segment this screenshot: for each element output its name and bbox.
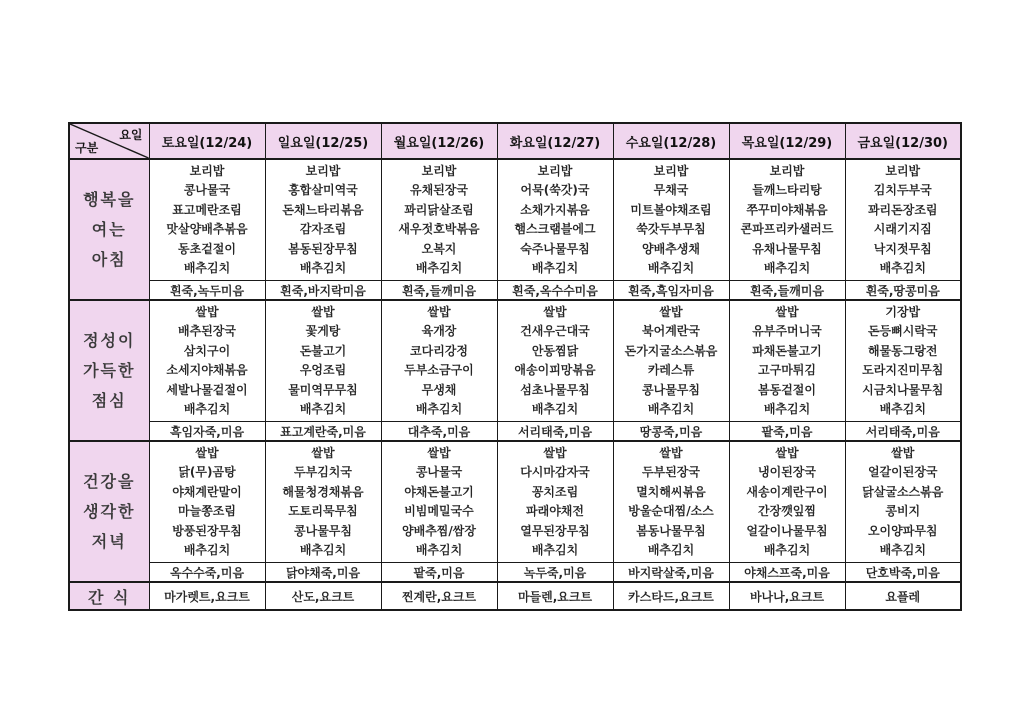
weekly-menu-table bbox=[68, 122, 962, 611]
menu-item: 무채국 bbox=[653, 183, 689, 197]
meal-section-row-dinner bbox=[69, 441, 961, 563]
menu-item: 두부김치국 bbox=[294, 465, 352, 479]
menu-item: 해물청경채볶음 bbox=[282, 484, 364, 499]
porridge-cell: 단호박죽,미음 bbox=[845, 563, 961, 583]
category-line: 생각한 bbox=[83, 501, 136, 521]
menu-item: 다시마감자국 bbox=[520, 465, 590, 479]
category-line: 아침 bbox=[91, 249, 127, 269]
menu-item: 돈등뼈시락국 bbox=[867, 324, 938, 338]
menu-item: 열무된장무침 bbox=[520, 523, 590, 538]
porridge-row-breakfast bbox=[69, 281, 961, 301]
menu-item: 감자조림 bbox=[299, 222, 347, 236]
menu-item: 배추김치 bbox=[647, 402, 695, 416]
day-header: 월요일(12/26) bbox=[381, 123, 497, 159]
menu-item: 배추김치 bbox=[183, 543, 231, 557]
menu-item: 보리밥 bbox=[885, 163, 921, 178]
menu-cell bbox=[613, 300, 729, 422]
menu-item: 배추김치 bbox=[299, 543, 347, 557]
menu-cell bbox=[149, 300, 265, 422]
menu-item: 쌀밥 bbox=[659, 445, 683, 460]
porridge-cell: 흰죽,녹두미음 bbox=[149, 281, 265, 301]
menu-item: 카레스튜 bbox=[647, 363, 695, 377]
porridge-cell: 대추죽,미음 bbox=[381, 422, 497, 442]
day-header-row bbox=[69, 123, 961, 159]
menu-item: 고구마튀김 bbox=[758, 363, 816, 377]
menu-cell bbox=[381, 300, 497, 422]
corner-day-label: 요일 bbox=[119, 128, 143, 142]
category-line: 정성이 bbox=[83, 330, 136, 350]
menu-item: 돈불고기 bbox=[299, 343, 347, 358]
menu-item: 콩비지 bbox=[885, 504, 921, 518]
snack-cell: 바나나,요크트 bbox=[729, 582, 845, 610]
menu-item: 보리밥 bbox=[305, 163, 341, 178]
day-header: 일요일(12/25) bbox=[265, 123, 381, 159]
menu-item: 파래야채전 bbox=[526, 504, 584, 518]
menu-item: 돈가지굴소스볶음 bbox=[624, 343, 718, 358]
menu-item: 얼갈이나물무침 bbox=[746, 523, 828, 538]
menu-cell bbox=[729, 441, 845, 563]
menu-item: 해물동그랑전 bbox=[867, 343, 938, 358]
menu-item: 비빔메밀국수 bbox=[404, 504, 474, 518]
menu-item: 두부된장국 bbox=[642, 465, 700, 479]
snack-row bbox=[69, 582, 961, 610]
menu-item: 유채된장국 bbox=[410, 183, 468, 197]
corner-cell bbox=[69, 123, 149, 159]
snack-cell: 찐계란,요크트 bbox=[381, 582, 497, 610]
menu-item: 보리밥 bbox=[189, 163, 225, 178]
menu-item: 김치두부국 bbox=[873, 183, 932, 197]
menu-cell bbox=[845, 441, 961, 563]
menu-item: 배추김치 bbox=[879, 261, 926, 275]
menu-item: 배추김치 bbox=[531, 261, 579, 275]
menu-item: 표고메란조림 bbox=[172, 202, 242, 217]
porridge-cell: 닭야채죽,미음 bbox=[265, 563, 381, 583]
menu-item: 동초겉절이 bbox=[178, 241, 236, 256]
meal-section-row-breakfast bbox=[69, 159, 961, 281]
menu-item: 콩나물국 bbox=[415, 465, 463, 479]
menu-item: 보리밥 bbox=[769, 163, 805, 178]
porridge-cell: 서리태죽,미음 bbox=[845, 422, 961, 442]
menu-item: 쌀밥 bbox=[543, 445, 567, 460]
menu-item: 햄스크램블에그 bbox=[514, 222, 596, 236]
menu-item: 배추김치 bbox=[183, 402, 231, 416]
porridge-cell: 흰죽,들깨미음 bbox=[381, 281, 497, 301]
menu-item: 콩나물무침 bbox=[294, 523, 352, 538]
category-line: 행복을 bbox=[83, 189, 136, 209]
day-header: 목요일(12/29) bbox=[729, 123, 845, 159]
porridge-row-lunch bbox=[69, 422, 961, 442]
category-line: 가득한 bbox=[83, 360, 136, 380]
menu-item: 배추김치 bbox=[299, 261, 347, 275]
menu-item: 어묵(쑥갓)국 bbox=[520, 183, 590, 197]
menu-item: 북어계란국 bbox=[642, 324, 700, 338]
menu-cell bbox=[497, 441, 613, 563]
menu-item: 배추김치 bbox=[879, 402, 926, 416]
porridge-cell: 흑임자죽,미음 bbox=[149, 422, 265, 442]
porridge-row-dinner bbox=[69, 563, 961, 583]
meal-section-row-lunch bbox=[69, 300, 961, 422]
menu-item: 쌀밥 bbox=[311, 445, 335, 460]
menu-item: 도라지진미무침 bbox=[862, 363, 944, 377]
menu-item: 유채나물무침 bbox=[752, 241, 822, 256]
menu-item: 얼갈이된장국 bbox=[867, 465, 938, 479]
menu-item: 미트볼야채조림 bbox=[630, 202, 712, 217]
menu-cell bbox=[729, 159, 845, 281]
menu-item: 쌀밥 bbox=[543, 304, 567, 319]
menu-item: 쌀밥 bbox=[195, 445, 219, 460]
menu-cell bbox=[149, 441, 265, 563]
menu-item: 파채돈불고기 bbox=[752, 343, 822, 358]
menu-item: 쌀밥 bbox=[427, 445, 451, 460]
menu-item: 냉이된장국 bbox=[758, 465, 816, 479]
menu-item: 삼치구이 bbox=[183, 343, 231, 358]
menu-item: 새송이계란구이 bbox=[746, 484, 828, 499]
menu-item: 낙지젓무침 bbox=[873, 241, 932, 256]
menu-item: 돈채느타리볶음 bbox=[282, 202, 364, 217]
snack-cell: 산도,요크트 bbox=[265, 582, 381, 610]
menu-item: 야채계란말이 bbox=[172, 484, 242, 499]
menu-item: 코다리강정 bbox=[410, 343, 468, 358]
menu-item: 배추김치 bbox=[879, 543, 926, 557]
porridge-cell: 흰죽,옥수수미음 bbox=[497, 281, 613, 301]
menu-item: 양배추생채 bbox=[642, 241, 700, 256]
meal-category-label-dinner bbox=[69, 441, 149, 582]
menu-item: 소채가지볶음 bbox=[520, 202, 590, 217]
meal-category-label-breakfast bbox=[69, 159, 149, 300]
menu-cell bbox=[729, 300, 845, 422]
menu-item: 쭈꾸미야채볶음 bbox=[746, 202, 828, 217]
menu-item: 보리밥 bbox=[421, 163, 457, 178]
menu-item: 간장깻잎찜 bbox=[758, 504, 816, 518]
menu-item: 보리밥 bbox=[537, 163, 573, 178]
menu-item: 닭(무)곰탕 bbox=[178, 465, 236, 479]
menu-cell bbox=[381, 441, 497, 563]
menu-item: 새우젓호박볶음 bbox=[398, 222, 480, 236]
menu-item: 쌀밥 bbox=[659, 304, 683, 319]
day-header: 화요일(12/27) bbox=[497, 123, 613, 159]
menu-item: 오이양파무침 bbox=[867, 523, 938, 538]
menu-item: 무생채 bbox=[421, 382, 457, 397]
snack-label: 간 식 bbox=[69, 582, 149, 610]
menu-item: 꽃게탕 bbox=[305, 324, 341, 338]
menu-item: 숙주나물무침 bbox=[520, 241, 590, 256]
snack-cell: 요플레 bbox=[845, 582, 961, 610]
menu-item: 배추김치 bbox=[763, 261, 811, 275]
category-line: 점심 bbox=[91, 390, 127, 410]
menu-item: 세발나물겉절이 bbox=[166, 382, 248, 397]
menu-item: 도토리묵무침 bbox=[288, 504, 358, 518]
snack-cell: 카스타드,요크트 bbox=[613, 582, 729, 610]
menu-item: 콘파프리카샐러드 bbox=[740, 222, 834, 236]
menu-item: 소세지야채볶음 bbox=[166, 363, 248, 377]
menu-item: 콩나물무침 bbox=[642, 382, 700, 397]
menu-cell bbox=[381, 159, 497, 281]
menu-item: 배추김치 bbox=[299, 402, 347, 416]
menu-cell bbox=[845, 159, 961, 281]
menu-item: 배추김치 bbox=[763, 402, 811, 416]
porridge-cell: 흰죽,땅콩미음 bbox=[845, 281, 961, 301]
menu-cell bbox=[265, 300, 381, 422]
menu-item: 섬초나물무침 bbox=[520, 382, 590, 397]
menu-cell bbox=[265, 441, 381, 563]
menu-item: 기장밥 bbox=[885, 304, 921, 319]
menu-item: 배추김치 bbox=[415, 402, 463, 416]
menu-cell bbox=[497, 159, 613, 281]
menu-item: 콩나물국 bbox=[183, 183, 231, 197]
category-line: 여는 bbox=[91, 219, 127, 239]
menu-item: 꽁치조림 bbox=[531, 484, 579, 499]
menu-cell bbox=[845, 300, 961, 422]
menu-item: 물미역무무침 bbox=[288, 382, 358, 397]
porridge-cell: 흰죽,들깨미음 bbox=[729, 281, 845, 301]
porridge-cell: 팥죽,미음 bbox=[729, 422, 845, 442]
porridge-cell: 야채스프죽,미음 bbox=[729, 563, 845, 583]
menu-item: 맛살양배추볶음 bbox=[166, 222, 248, 236]
menu-item: 쌀밥 bbox=[775, 304, 799, 319]
menu-item: 육개장 bbox=[421, 324, 457, 338]
menu-cell bbox=[613, 159, 729, 281]
menu-item: 배추김치 bbox=[647, 261, 695, 275]
menu-item: 배추김치 bbox=[415, 261, 463, 275]
category-line: 건강을 bbox=[83, 471, 136, 491]
snack-cell: 마가렛트,요크트 bbox=[149, 582, 265, 610]
menu-item: 쌀밥 bbox=[311, 304, 335, 319]
porridge-cell: 서리태죽,미음 bbox=[497, 422, 613, 442]
menu-item: 애송이피망볶음 bbox=[514, 363, 596, 377]
menu-item: 배추김치 bbox=[183, 261, 231, 275]
menu-item: 배추김치 bbox=[647, 543, 695, 557]
menu-item: 들깨느타리탕 bbox=[752, 183, 822, 197]
menu-item: 마늘쫑조림 bbox=[178, 504, 236, 518]
porridge-cell: 흰죽,바지락미음 bbox=[265, 281, 381, 301]
menu-item: 배추김치 bbox=[763, 543, 811, 557]
menu-item: 방풍된장무침 bbox=[172, 523, 242, 538]
menu-item: 배추김치 bbox=[531, 402, 579, 416]
menu-item: 우엉조림 bbox=[299, 363, 347, 377]
menu-cell bbox=[497, 300, 613, 422]
menu-item: 양배추찜/쌈장 bbox=[402, 523, 476, 538]
menu-item: 시금치나물무침 bbox=[862, 382, 944, 397]
menu-item: 건새우근대국 bbox=[520, 324, 590, 338]
menu-item: 두부소금구이 bbox=[404, 363, 474, 377]
menu-item: 쌀밥 bbox=[891, 445, 915, 460]
menu-item: 배추김치 bbox=[415, 543, 463, 557]
menu-item: 꽈리닭살조림 bbox=[404, 202, 474, 217]
menu-item: 쌀밥 bbox=[427, 304, 451, 319]
day-header: 수요일(12/28) bbox=[613, 123, 729, 159]
menu-item: 보리밥 bbox=[653, 163, 689, 178]
porridge-cell: 흰죽,흑임자미음 bbox=[613, 281, 729, 301]
day-header: 토요일(12/24) bbox=[149, 123, 265, 159]
category-line: 저녁 bbox=[91, 531, 127, 551]
menu-item: 홍합살미역국 bbox=[288, 183, 358, 197]
porridge-cell: 녹두죽,미음 bbox=[497, 563, 613, 583]
menu-item: 배추김치 bbox=[531, 543, 579, 557]
porridge-cell: 팥죽,미음 bbox=[381, 563, 497, 583]
day-header: 금요일(12/30) bbox=[845, 123, 961, 159]
menu-item: 시래기지짐 bbox=[873, 222, 932, 236]
corner-category-label: 구분 bbox=[75, 141, 99, 155]
menu-item: 꽈리돈장조림 bbox=[867, 202, 938, 217]
menu-item: 안동찜닭 bbox=[531, 343, 579, 358]
menu-item: 방울순대찜/소스 bbox=[628, 504, 714, 518]
meal-category-label-lunch bbox=[69, 300, 149, 441]
menu-item: 봄동된장무침 bbox=[288, 241, 358, 256]
menu-item: 배추된장국 bbox=[178, 324, 236, 338]
porridge-cell: 옥수수죽,미음 bbox=[149, 563, 265, 583]
menu-item: 멸치해씨볶음 bbox=[636, 484, 706, 499]
menu-item: 야채돈불고기 bbox=[404, 484, 474, 499]
porridge-cell: 표고계란죽,미음 bbox=[265, 422, 381, 442]
porridge-cell: 땅콩죽,미음 bbox=[613, 422, 729, 442]
menu-item: 봄동나물무침 bbox=[636, 523, 706, 538]
porridge-cell: 바지락살죽,미음 bbox=[613, 563, 729, 583]
menu-cell bbox=[613, 441, 729, 563]
menu-item: 유부주머니국 bbox=[752, 324, 822, 338]
menu-item: 봄동겉절이 bbox=[758, 382, 816, 397]
menu-item: 오복지 bbox=[421, 241, 457, 256]
menu-item: 닭살굴소스볶음 bbox=[862, 484, 944, 499]
menu-item: 쑥갓두부무침 bbox=[636, 222, 706, 236]
menu-cell bbox=[149, 159, 265, 281]
menu-item: 쌀밥 bbox=[195, 304, 219, 319]
snack-cell: 마들렌,요크트 bbox=[497, 582, 613, 610]
menu-item: 쌀밥 bbox=[775, 445, 799, 460]
menu-cell bbox=[265, 159, 381, 281]
